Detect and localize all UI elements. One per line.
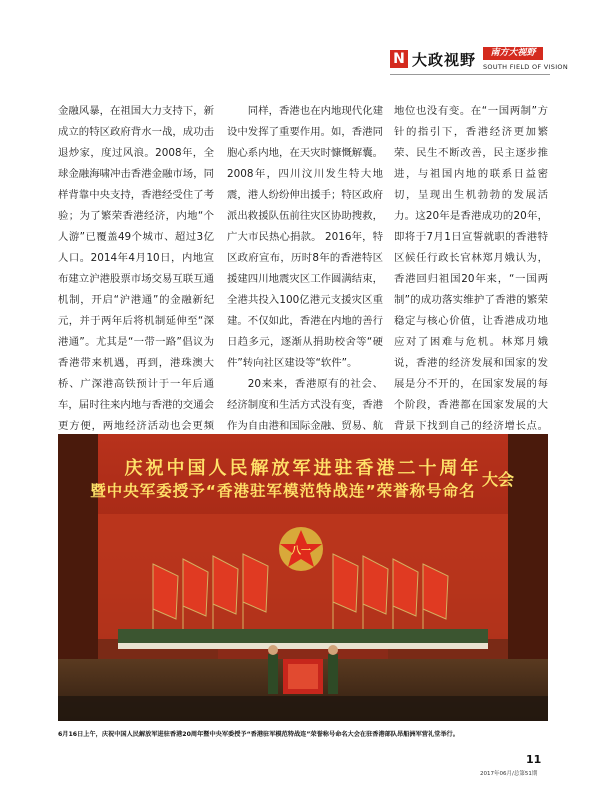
banner-title-line2: 暨中央军委授予“香港驻军模范特战连”荣誉称号命名: [90, 482, 476, 500]
issue-info: 2017年06月/总第51期: [480, 771, 538, 777]
header-divider: [390, 74, 550, 75]
emblem-text: 八一: [291, 546, 311, 557]
brand-name-cn: 南方大视野: [483, 47, 543, 60]
event-photo: [58, 434, 548, 721]
photo-caption: 6月16日上午，庆祝中国人民解放军进驻香港20周年暨中央军委授予“香港驻军模范特战连”荣誉称号命名大会在驻香港部队昂船洲军营礼堂举行。: [58, 731, 459, 738]
paragraph: [394, 101, 548, 458]
paragraph: 20来来，香港原有的社会、经济制度和生活方式没有变，香港作为自由港和国际金融、贸易、航: [227, 378, 383, 432]
seated-officials: [118, 629, 488, 649]
paragraph: 金融风暴，在祖国大力支持下，新成立的特区政府背水一战，成功击退炒家，度过风浪。2008年，全球金融海啸冲击香港金融市场，同样背靠中央支持，香港经受住了考验；为了繁荣香港经济，内地“个人游”已覆盖49个城市、超过3亿人口。2014年4月10日，内地宣布建立沪港股票市场交易互联互通机制，开启“沪港通”的金融新纪元，并于两年后将机制延伸至“深港通”。尤其是“一带一路”倡议为香港带来机遇，再到，港珠澳大桥、广深港高铁预计于一年后通车，届时往来内地与香港的交通会更方便，两地经济活动也会更频: [58, 105, 214, 432]
army-emblem-icon: [279, 527, 323, 571]
magazine-logo-icon: N: [390, 50, 408, 68]
section-title: 大政视野: [412, 51, 477, 69]
banner-title-line3: 大会: [482, 470, 515, 489]
page-number: 11: [526, 753, 542, 766]
paragraph-text: 地位也没有变。在“一国两制”方针的指引下，香港经济更加繁荣、民生不断改善，民主逐步推进，与祖国内地的联系日益密切，呈现出生机勃勃的发展活力。这20年是香港成功的20年，即将于7月1日宣誓就职的香港特区候任行政长官林郑月娥认为，香港回归祖国20年来，“一国两制”的成功落实维护了香港的繁荣稳定与核心价值，让香港成功地应对了困难与危机。林郑月娥说，香港的经济发展和国家的发展是分不开的，在国家发展的每个阶段，香港都在国家发展的大背景下找到自己的经济增长点。: [394, 105, 548, 432]
paragraph: 同样，香港也在内地现代化建设中发挥了重要作用。如，香港同胞心系内地，在天灾时慷慨解囊。2008年，四川汶川发生特大地震，港人纷纷伸出援手；特区政府派出救援队伍前往灾区协助搜救，广大市民热心捐款。 2016年，特区政府宣布，历时8年的香港特区援建四川地震灾区工作圆满结束，全港共投入100亿港元支援灾区重建。不仅如此，香港在内地的善行日趋多元，逐渐从捐助校舍等“硬件”转向社区建设等“软件”。: [227, 105, 383, 369]
text-column-3: [394, 101, 548, 432]
masthead: [390, 44, 568, 84]
brand-name-en: SOUTH FIELD OF VISION: [483, 63, 568, 71]
banner-title-line1: 庆祝中国人民解放军进驻香港二十周年: [124, 458, 482, 479]
text-column-1: [58, 101, 214, 432]
text-column-2: [227, 101, 383, 432]
